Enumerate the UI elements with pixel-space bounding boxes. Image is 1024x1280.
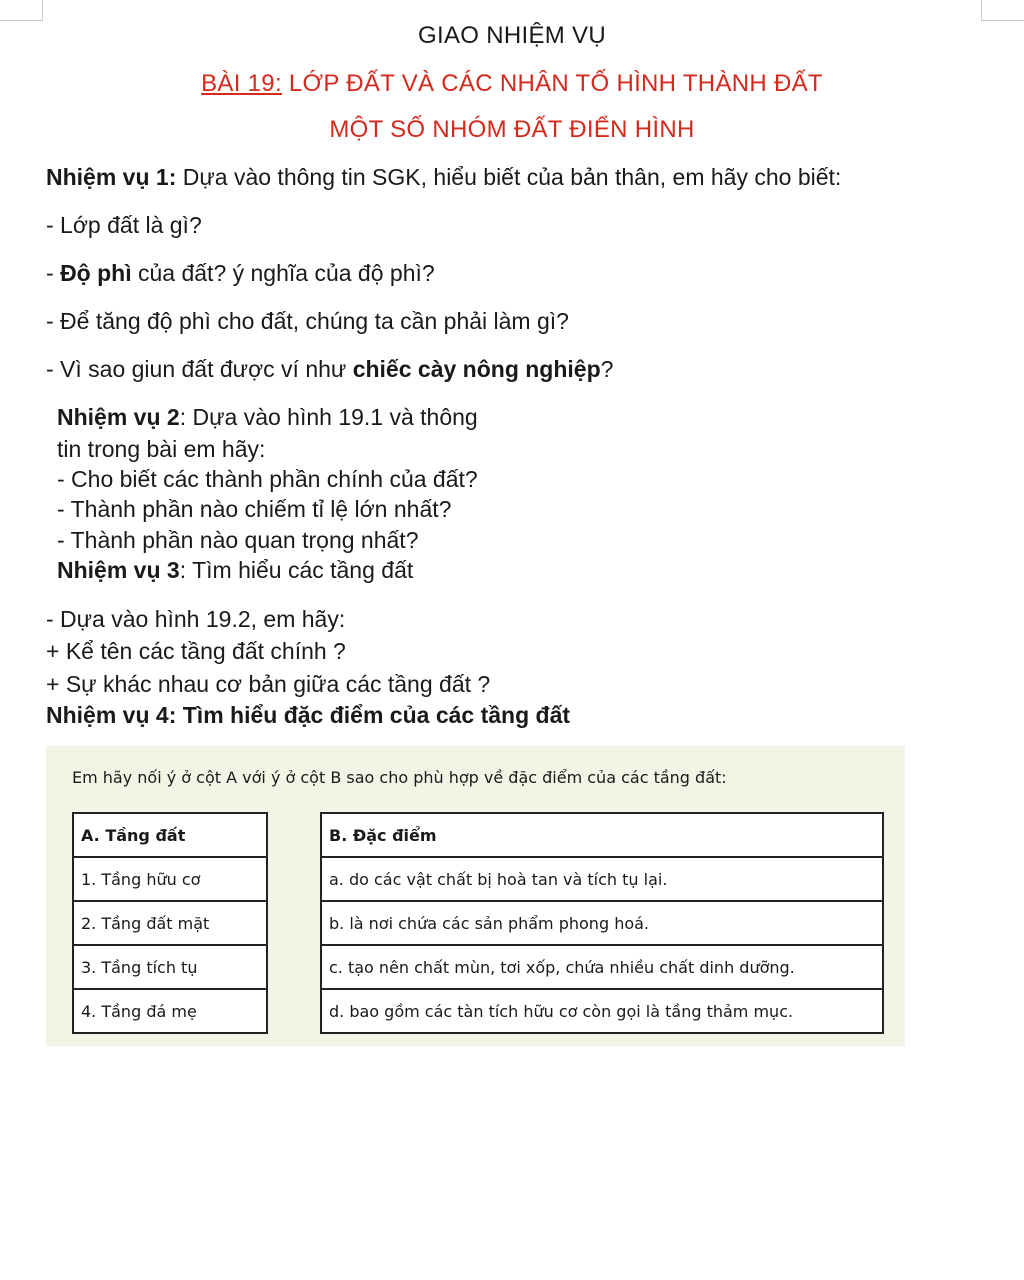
lesson-title-text: LỚP ĐẤT VÀ CÁC NHÂN TỐ HÌNH THÀNH ĐẤT (281, 70, 823, 97)
task2-question-3: - Thành phần nào quan trọng nhất? (57, 527, 419, 553)
col-a-item: 2. Tầng đất mặt (72, 900, 268, 946)
task3-question-3: + Sự khác nhau cơ bản giữa các tầng đất ? (46, 671, 491, 697)
task1-intro (46, 164, 841, 191)
lesson-label: BÀI 19: (201, 70, 282, 97)
col-a-item: 1. Tầng hữu cơ (72, 856, 268, 902)
task1-intro-text: Dựa vào thông tin SGK, hiểu biết của bản thân, em hãy cho biết: (176, 164, 842, 190)
matching-exercise (46, 746, 905, 1046)
matching-instruction: Em hãy nối ý ở cột A với ý ở cột B sao cho phù hợp về đặc điểm của các tầng đất: (72, 768, 727, 787)
task2-question-1: - Cho biết các thành phần chính của đất? (57, 466, 478, 492)
col-b-header: B. Đặc điểm (320, 812, 884, 858)
task1-question-1: - Lớp đất là gì? (46, 212, 202, 238)
lesson-subtitle: MỘT SỐ NHÓM ĐẤT ĐIỂN HÌNH (329, 116, 695, 143)
task3-label: Nhiệm vụ 3 (57, 557, 180, 583)
col-b-item: d. bao gồm các tàn tích hữu cơ còn gọi là tầng thảm mục. (320, 988, 884, 1034)
task3-question-1: - Dựa vào hình 19.2, em hãy: (46, 606, 346, 632)
task1-label: Nhiệm vụ 1: (46, 164, 177, 190)
col-b-item: a. do các vật chất bị hoà tan và tích tụ lại. (320, 856, 884, 902)
task1-q2-bold: Độ phì (60, 260, 132, 286)
task1-q4-suffix: ? (600, 356, 614, 382)
page-corner-left (0, 0, 43, 21)
page-corner-right (981, 0, 1024, 21)
task1-q4-bold: chiếc cày nông nghiệp (352, 356, 601, 382)
task2-intro-line1: : Dựa vào hình 19.1 và thông (179, 404, 478, 430)
col-a-header: A. Tầng đất (72, 812, 268, 858)
task1-q2-rest: của đất? ý nghĩa của độ phì? (131, 260, 435, 286)
lesson-title (0, 70, 1024, 98)
task2-label: Nhiệm vụ 2 (57, 404, 180, 430)
task2-question-2: - Thành phần nào chiếm tỉ lệ lớn nhất? (57, 496, 452, 522)
task1-q2-prefix: - (46, 260, 61, 286)
col-a-item: 3. Tầng tích tụ (72, 944, 268, 990)
task3-intro (57, 557, 413, 584)
task2-intro-line2: tin trong bài em hãy: (57, 436, 266, 462)
task1-question-3: - Để tăng độ phì cho đất, chúng ta cần phải làm gì? (46, 308, 569, 334)
task1-question-4 (46, 356, 613, 383)
col-b-item: c. tạo nên chất mùn, tơi xốp, chứa nhiều chất dinh dưỡng. (320, 944, 884, 990)
task2-intro (57, 404, 478, 431)
col-a-item: 4. Tầng đá mẹ (72, 988, 268, 1034)
task3-intro-text: : Tìm hiểu các tầng đất (179, 557, 414, 583)
task1-question-2 (46, 260, 435, 287)
col-b-item: b. là nơi chứa các sản phẩm phong hoá. (320, 900, 884, 946)
task3-question-2: + Kể tên các tầng đất chính ? (46, 638, 346, 664)
page-title: GIAO NHIỆM VỤ (418, 22, 606, 49)
task4-label: Nhiệm vụ 4: Tìm hiểu đặc điểm của các tầng đất (46, 702, 571, 728)
task1-q4-prefix: - Vì sao giun đất được ví như (46, 356, 353, 382)
